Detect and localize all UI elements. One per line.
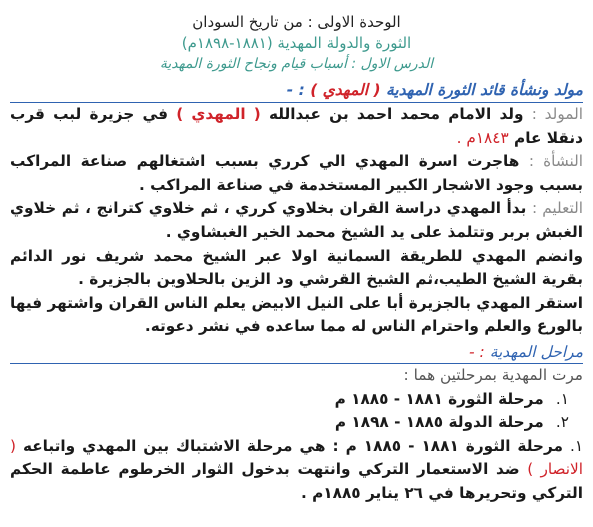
upbringing-label: النشأة :: [528, 152, 583, 171]
heading-highlight: ( المهدي ): [310, 81, 381, 99]
topic-title: الثورة والدولة المهدية (١٨٨١-١٨٩٨م): [181, 34, 412, 52]
heading-text: مولد ونشأة قائد الثورة المهدية: [385, 81, 583, 99]
detail-highlight: ( الانصار ): [10, 436, 583, 479]
stages-intro: مرت المهدية بمرحلتين هما :: [403, 365, 583, 384]
education-text: بدأ المهدي دراسة القران بخلاوي كرري ، ثم خلاوي كترانج ، ثم خلاوي الغبش بربر وتتلمذ على يد الشيخ محمد الخير الغبشاوي .: [10, 199, 583, 241]
heading-tail: : -: [286, 81, 305, 99]
unit-title: الوحدة الاولى : من تاريخ السودان: [192, 13, 401, 31]
section-heading-birth: [10, 80, 583, 103]
detail-label: مرحلة الثورة ١٨٨١ - ١٨٨٥ م :: [332, 436, 563, 455]
list-number: ١.: [555, 389, 569, 408]
lesson-title: الدرس الاول : أسباب قيام ونجاح الثورة المهدية: [159, 56, 434, 72]
birth-text1: ولد الامام محمد احمد بن عبدالله: [268, 105, 524, 123]
education-label: التعليم :: [531, 199, 583, 218]
detail-text1: هي مرحلة الاشتباك بين المهدي واتباعه: [22, 436, 326, 455]
upbringing-paragraph: [10, 150, 583, 197]
settle-paragraph: استقر المهدي بالجزيرة أبا على النيل الابيض يعلم الناس القران واشتهر فيها بالورع والعلم واحترام الناس له مما ساعده في نشر دعوته.: [10, 293, 583, 336]
education-paragraph: [10, 197, 583, 244]
sufi-paragraph: وانضم المهدي للطريقة السمانية اولا عبر الشيخ محمد شريف نور الدائم بقرية الشيخ الطيب،ثم الشيخ القرشي ود الزين بالحلاوين بالجزيرة .: [10, 246, 583, 289]
birth-paragraph: [10, 103, 583, 150]
detail-text2: ضد الاستعمار التركي وانتهت بدخول الثوار الخرطوم عاطمة الحكم التركي وتحريرها في ٢٦ يناير ١٨٨٥م .: [10, 460, 583, 502]
list-text: مرحلة الثورة ١٨٨١ - ١٨٨٥ م: [334, 389, 544, 408]
revolution-stage-paragraph: [10, 435, 583, 506]
section-heading-stages: [10, 341, 583, 364]
birth-highlight: ( المهدي ): [176, 105, 261, 123]
list-item: [10, 411, 583, 435]
stages-heading-text: مراحل المهدية: [489, 342, 583, 361]
stages-heading-tail: : -: [469, 342, 485, 361]
detail-number: ١.: [569, 436, 584, 455]
list-item: [10, 388, 583, 412]
upbringing-text: هاجرت اسرة المهدي الي كرري بسبب اشتغالهم صناعة المراكب بسبب وجود الاشجار الكبير المستخدمة في صناعة المراكب .: [10, 152, 583, 194]
birth-text2: في جزيرة لبب قرب دنقلا عام: [10, 105, 583, 147]
list-text: مرحلة الدولة ١٨٨٥ - ١٨٩٨ م: [334, 413, 544, 432]
birth-year: ١٨٤٣م .: [456, 128, 509, 147]
list-number: ٢.: [555, 413, 569, 432]
birth-label: المولد :: [531, 105, 583, 123]
